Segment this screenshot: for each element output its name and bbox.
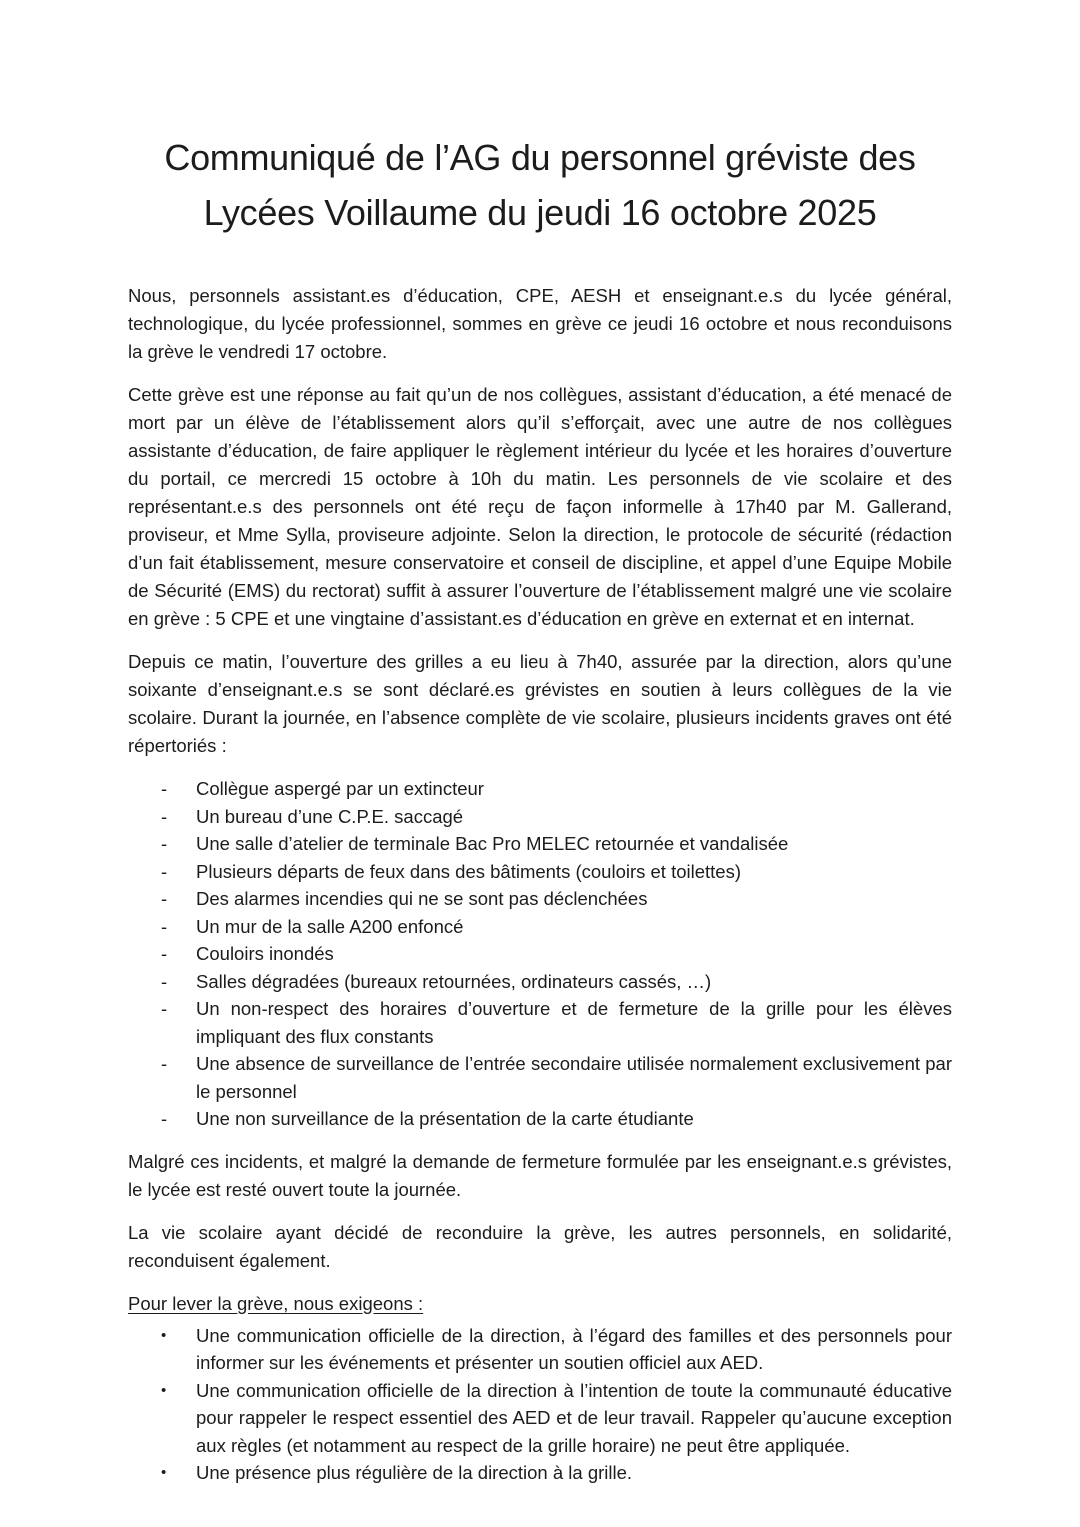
incident-item: Des alarmes incendies qui ne se sont pas déclenchées (196, 888, 648, 909)
incident-item: Salles dégradées (bureaux retournées, ordinateurs cassés, …) (196, 970, 712, 992)
demand-item: Une communication officielle de la direction à l’intention de toute la communauté éducative pour rappeler le respect essentiel des AED et de leur travail. Rappeler qu’aucune exception aux règles (et notamment au respect de la grille horaire) ne peut être appliquée. (196, 1379, 952, 1456)
incident-item: Une non surveillance de la présentation de la carte étudiante (196, 1108, 694, 1129)
incident-item: Collègue aspergé par un extincteur (196, 778, 484, 799)
dash-marker: - (161, 970, 168, 992)
incident-item: Un non-respect des horaires d’ouverture et de fermeture de la grille pour les élèves impliquant des flux constants (196, 998, 952, 1047)
dash-marker: - (161, 915, 168, 937)
incident-item: Un mur de la salle A200 enfoncé (196, 915, 464, 937)
incident-item: Plusieurs départs de feux dans des bâtiments (couloirs et toilettes) (196, 860, 742, 882)
aftermath-paragraph: Malgré ces incidents, et malgré la demande de fermeture formulée par les enseignant.e.s grévistes, le lycée est resté ouvert toute la journée. (128, 1150, 952, 1200)
bullet-marker: • (161, 1464, 167, 1481)
incident-item: Un bureau d’une C.P.E. saccagé (196, 805, 464, 827)
dash-marker: - (161, 998, 168, 1019)
context-paragraph: Cette grève est une réponse au fait qu’un de nos collègues, assistant d’éducation, a été menacé de mort par un élève de l’établissement alors qu’il s’efforçait, avec une autre de nos collègues assistante d’éducation, de faire appliquer le règlement intérieur du lycée et les horaires d’ouverture du portail, ce mercredi 15 octobre à 10h du matin. Les personnels de vie scolaire et des représentant.e.s des personnels ont été reçu de façon informelle à 17h40 par M. Gallerand, proviseur, et Mme Sylla, proviseure adjointe. Selon la direction, le protocole de sécurité (rédaction d’un fait établissement, mesure conservatoire et conseil de discipline, et appel d’une Equipe Mobile de Sécurité (EMS) du rectorat) suffit à assurer l’ouverture de l’établissement malgré une vie scolaire en grève : 5 CPE et une vingtaine d’assistant.es d’éducation en grève en externat et en internat. (128, 384, 952, 629)
list-item (128, 968, 952, 996)
list-item (128, 1459, 952, 1487)
list-item (128, 1105, 952, 1133)
dash-marker: - (161, 778, 168, 799)
dash-marker: - (161, 888, 168, 909)
solidarity-paragraph: La vie scolaire ayant décidé de reconduire la grève, les autres personnels, en solidarité, reconduisent également. (128, 1221, 952, 1271)
list-item (128, 830, 952, 858)
list-item (128, 885, 952, 913)
list-item (128, 803, 952, 831)
demands-list (128, 1322, 952, 1487)
dash-marker: - (161, 1053, 168, 1074)
list-item (128, 1377, 952, 1460)
incident-item: Une salle d’atelier de terminale Bac Pro MELEC retournée et vandalisée (196, 833, 789, 854)
demands-heading: Pour lever la grève, nous exigeons : (128, 1292, 424, 1314)
incidents-lead-paragraph: Depuis ce matin, l’ouverture des grilles a eu lieu à 7h40, assurée par la direction, alors qu’une soixante d’enseignant.e.s se sont déclaré.es grévistes en soutien à leurs collègues de la vie scolaire. Durant la journée, en l’absence complète de vie scolaire, plusieurs incidents graves ont été répertoriés : (128, 651, 952, 756)
dash-marker: - (161, 943, 168, 964)
dash-marker: - (161, 833, 168, 854)
incident-item: Une absence de surveillance de l’entrée secondaire utilisée normalement exclusivement par le personnel (196, 1053, 952, 1102)
dash-marker: - (161, 1108, 168, 1129)
dash-marker: - (161, 805, 168, 827)
bullet-marker: • (161, 1326, 167, 1344)
list-item (128, 858, 952, 886)
incident-list (128, 775, 952, 1133)
dash-marker: - (161, 860, 168, 882)
intro-paragraph-1: Nous, personnels assistant.es d’éducation, CPE, AESH et enseignant.e.s du lycée général, technologique, du lycée professionnel, sommes en grève ce jeudi 16 octobre et nous reconduisons la grève le vendredi 17 octobre. (128, 285, 952, 362)
list-item (128, 775, 952, 803)
document-title: Communiqué de l’AG du personnel gréviste des Lycées Voillaume du jeudi 16 octobre 2025 (164, 137, 916, 233)
list-item (128, 995, 952, 1050)
list-item (128, 913, 952, 941)
demand-item: Une présence plus régulière de la direction à la grille. (196, 1462, 633, 1483)
bullet-marker: • (161, 1381, 167, 1399)
list-item (128, 1050, 952, 1105)
incident-item: Couloirs inondés (196, 943, 334, 964)
list-item (128, 1322, 952, 1377)
demand-item: Une communication officielle de la direction, à l’égard des familles et des personnels pour informer sur les événements et présenter un soutien officiel aux AED. (196, 1324, 952, 1373)
list-item (128, 940, 952, 968)
